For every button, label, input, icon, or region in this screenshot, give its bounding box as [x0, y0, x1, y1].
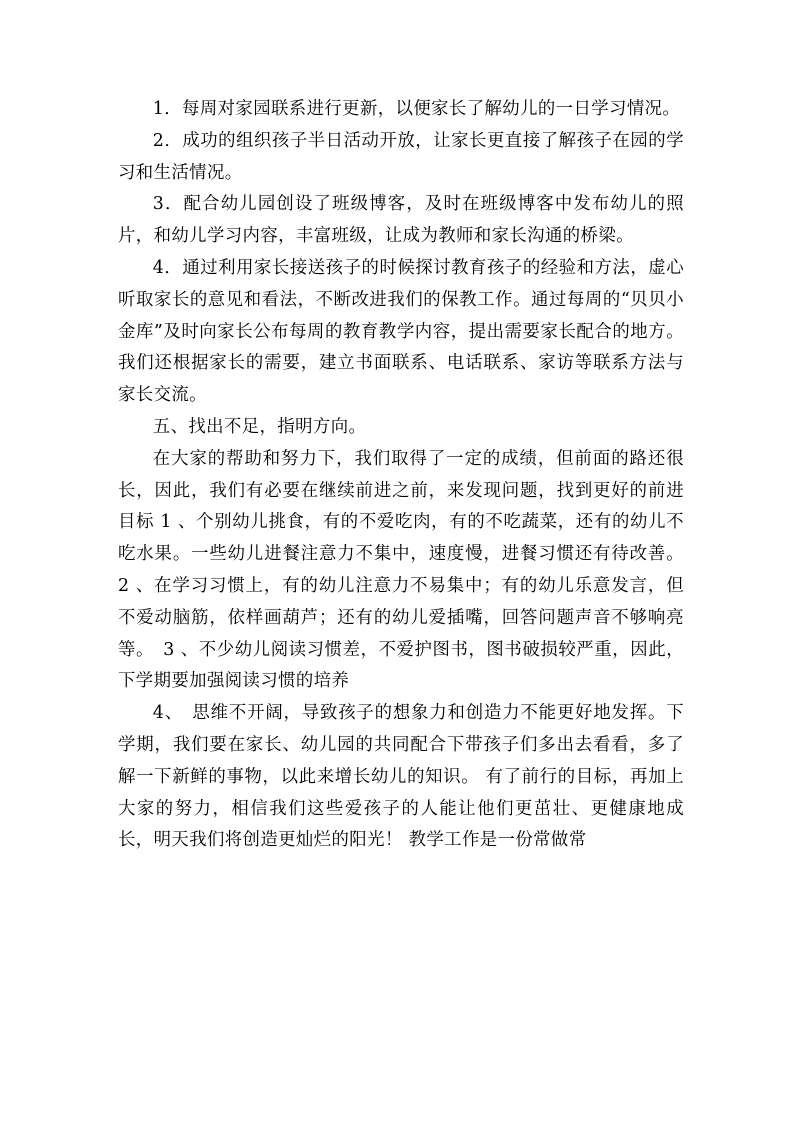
paragraph-family-contact-update: 1．每周对家园联系进行更新，以便家长了解幼儿的一日学习情况。: [152, 99, 681, 119]
paragraph-thinking-and-goals: 4、 思维不开阔，导致孩子的想象力和创造力不能更好地发挥。下学期，我们要在家长、幼儿园的共同配合下带孩子们多出去看看，多了解一下新鲜的事物，以此来增长幼儿的知识。 有了前行的目标，再加上大家的努力，相信我们这些爱孩子的人能让他们更茁壮、更健康地成长，明天我们将创造更灿烂的阳光！ 教学工作是一份常做常: [118, 703, 684, 851]
paragraph-half-day-open-activity: 2．成功的组织孩子半日活动开放，让家长更直接了解孩子在园的学习和生活情况。: [118, 130, 684, 183]
document-body: [118, 94, 684, 857]
paragraph-parent-communication: 4．通过利用家长接送孩子的时候探讨教育孩子的经验和方法，虚心听取家长的意见和看法，不断改进我们的保教工作。通过每周的“贝贝小金库”及时向家长公布每周的教育教学内容，提出需要家长配合的地方。我们还根据家长的需要，建立书面联系、电话联系、家访等联系方法与家长交流。: [118, 257, 684, 406]
paragraph-class-blog: 3．配合幼儿园创设了班级博客，及时在班级博客中发布幼儿的照片，和幼儿学习内容，丰富班级，让成为教师和家长沟通的桥梁。: [118, 194, 684, 247]
paragraph-problems-found: 在大家的帮助和努力下，我们取得了一定的成绩，但前面的路还很长，因此，我们有必要在继续前进之前，来发现问题，找到更好的前进目标 1 、个别幼儿挑食，有的不爱吃肉，有的不吃蔬菜，还有的幼儿不吃水果。一些幼儿进餐注意力不集中，速度慢，进餐习惯还有待改善。 2 、在学习习惯上，有的幼儿注意力不易集中；有的幼儿乐意发言，但不爱动脑筋，依样画葫芦；还有的幼儿爱插嘴，回答问题声音不够响亮等。 3 、不少幼儿阅读习惯差，不爱护图书，图书破损较严重，因此，下学期要加强阅读习惯的培养: [118, 448, 684, 692]
section-heading-shortcomings: 五、找出不足，指明方向。: [152, 416, 367, 437]
